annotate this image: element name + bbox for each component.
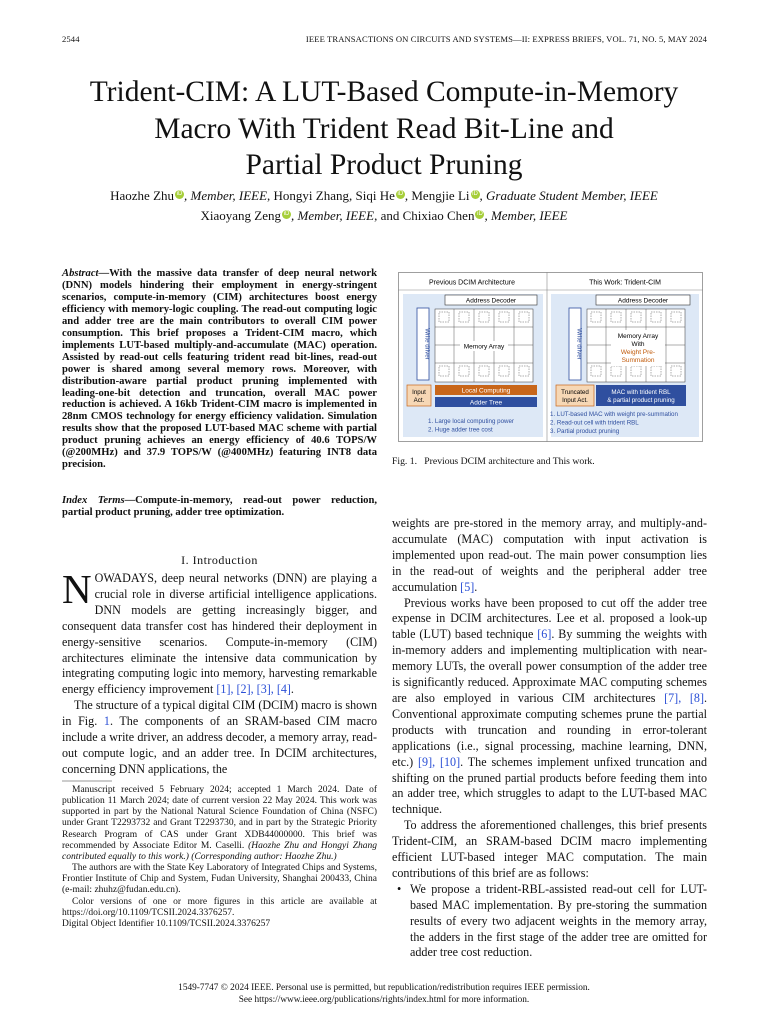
footnote: Digital Object Identifier 10.1109/TCSII.2024.3376257 <box>62 918 271 929</box>
citation-link[interactable]: [9], [10] <box>418 754 461 769</box>
paragraph-text: . The schemes implement unfixed truncation and shifting on the pruned partial products before feeding them into an adder tree, which struggles to adapt to the LUT-based MAC technique. <box>392 754 707 817</box>
journal-header: IEEE TRANSACTIONS ON CIRCUITS AND SYSTEMS—II: EXPRESS BRIEFS, VOL. 71, NO. 5, MAY 2024 <box>305 34 707 44</box>
footnote-text: Manuscript received 5 February 2024; accepted 1 March 2024. Date of publication 11 March 2024; date of current version 22 May 2024. This work was supported in part by the National Natural Science Foundation of China (NSFC) under Grant T2293732 and Grant T2293730, and in part by the Strategic Priority Research Program of CAS under Grant XDB44000000. This brief was recommended by Associate Editor M. Caselli. <box>62 785 377 851</box>
index-terms-text: —Compute-in-memory, read-out power reduction, partial product pruning, adder tree optimization. <box>62 495 377 518</box>
section-heading: I. Introduction <box>181 553 258 567</box>
author-role: , Member, IEEE <box>484 208 568 223</box>
figure-1 <box>398 272 703 442</box>
copyright-footer <box>60 983 708 1006</box>
copyright-line: 1549-7747 © 2024 IEEE. Personal use is permitted, but republication/redistribution requires IEEE permission. <box>178 983 590 993</box>
orcid-icon[interactable]: iD <box>397 190 404 197</box>
truncated-input-label: Input Act. <box>562 397 588 404</box>
abstract-label: Abstract <box>62 268 99 279</box>
mac-trident-label: MAC with trident RBL <box>611 389 671 396</box>
weight-presummation-label: Summation <box>621 357 655 364</box>
left-note: 2. Huge adder tree cost <box>428 426 493 434</box>
page-number: 2544 <box>62 34 80 44</box>
abstract <box>62 268 377 471</box>
author-name: , and Chixiao Chen <box>374 208 475 223</box>
index-terms <box>62 495 377 519</box>
paragraph-text: deep neural networks (DNN) are playing a crucial role in diverse artificial intelligence applications. DNN models are getting increasingly bigger, and consequent data transfer cost has hindered their deployment in energy-sensitive scenarios. Compute-in-memory (CIM) architectures eliminate the intensive data communication by integrating computing logic into memory, harvesting remarkable energy efficiency improvement <box>62 571 377 697</box>
contribution-list <box>392 882 707 962</box>
orcid-icon[interactable]: iD <box>472 190 478 197</box>
author-list <box>48 186 720 226</box>
address-decoder-label: Address Decoder <box>465 297 517 305</box>
index-terms-label: Index Terms <box>62 495 125 506</box>
author-role: , Member, IEEE <box>291 208 375 223</box>
paragraph <box>392 596 707 819</box>
orcid-icon[interactable]: iD <box>477 210 483 217</box>
citation-link[interactable]: [6] <box>537 627 552 642</box>
copyright-line: See https://www.ieee.org/publications/rights/index.html for more information. <box>238 994 530 1005</box>
write-driver-label: Write driver <box>575 328 583 360</box>
weight-presummation-label: Weight Pre- <box>620 349 656 356</box>
memory-array-label: Memory Array <box>463 343 505 351</box>
drop-cap: N <box>62 566 92 612</box>
paragraph: weights are pre-stored in the memory array, and multiply-and-accumulate (MAC) computation with input activation is implemented upon read-out. The main power consumption lies in the read-out of weights and the peripheral adder tree accumulation [5]. <box>392 516 707 594</box>
author-name: Haozhe Zhu <box>110 188 175 203</box>
introduction-text <box>62 566 377 778</box>
mac-trident-label: & partial product pruning <box>607 397 675 404</box>
local-computing-label: Local Computing <box>461 387 511 395</box>
title-line: Macro With Trident Read Bit-Line and <box>154 112 614 145</box>
abstract-text: —With the massive data transfer of deep neural network (DNN) models hindering their employment in energy-stringent scenarios, compute-in-memory (CIM) architectures boost energy efficiency with memory-logic coupling. The read-out computing logic and adder tree are the main contributors to overall CIM power consumption. This brief proposes a Trident-CIM macro, which implements LUT-based multiply-and-accumulate (MAC) operation. Assisted by read-out cells featuring trident read bit-lines, read-out power is shared among several memory rows. Moreover, with distribution-aware partial product pruning implemented with leading-one-bit detection and truncation, overall MAC power reduction is achieved. A 16kb Trident-CIM macro is implemented in 28nm CMOS technology for energy efficiency validation. Simulation results show that the proposed LUT-based MAC scheme with partial product pruning achieves an energy efficiency of 40.6 TOPS/W (@200MHz) and 37.9 TOPS/W (@400MHz) featuring INT8 data precision. <box>62 268 377 471</box>
footnotes <box>62 785 377 930</box>
paragraph: NOWADAYS, deep neural networks (DNN) are playing a crucial role in diverse artificial intelligence applications. DNN models are getting increasingly bigger, and consequent data transfer cost has hindered their deployment in energy-sensitive scenarios. Compute-in-memory (CIM) architectures eliminate the intensive data communication by integrating computing logic into memory, harvesting remarkable energy efficiency improvement [1], [2], [3], [4]. <box>62 566 377 697</box>
citation-link[interactable]: [7], [8] <box>664 690 704 705</box>
paragraph-text: . The components of an SRAM-based CIM macro include a write driver, an address decoder, a memory array, read-out compute logic, and an adder tree. In DCIM architectures, concerning DNN applications, the <box>62 714 377 776</box>
footnote: The authors are with the State Key Laboratory of Integrated Chips and Systems, Frontier Institute of Chip and System, Fudan University, Shanghai 200433, China (e-mail: zhuhz@fudan.edu.cn). <box>62 863 377 896</box>
paragraph-text: weights are pre-stored in the memory array, and multiply-and-accumulate (MAC) computation with input activation is implemented upon read-out. The main power consumption lies in the read-out of weights and the peripheral adder tree accumulation <box>392 516 707 594</box>
right-note: 1. LUT-based MAC with weight pre-summation <box>550 411 678 418</box>
orcid-icon[interactable]: iD <box>176 190 183 197</box>
left-note: 1. Large local computing power <box>428 418 514 425</box>
author-name: Xiaoyang Zeng <box>200 208 282 223</box>
truncated-input-label: Truncated <box>561 389 589 396</box>
author-name: , Mengjie Li <box>404 188 470 203</box>
title-line: Partial Product Pruning <box>245 149 523 181</box>
paper-title <box>40 74 728 184</box>
figure-link[interactable]: 1 <box>103 714 110 729</box>
right-panel-title: This Work: Trident-CIM <box>589 279 661 287</box>
right-column-text <box>392 516 707 961</box>
write-driver-label: Write driver <box>423 328 431 360</box>
input-activation-label: Act. <box>413 397 425 404</box>
lead-word: OWADAYS, <box>94 571 157 585</box>
paragraph: To address the aforementioned challenges, this brief presents Trident-CIM, an SRAM-based DCIM macro implementing efficient LUT-based integer MAC computation. The main contributions of this brief are as follows: <box>392 818 707 880</box>
figure-caption: Fig. 1. Previous DCIM architecture and This work. <box>392 456 595 467</box>
footnote: Color versions of one or more figures in this article are available at https://doi.org/10.1109/TCSII.2024.3376257. <box>62 896 377 918</box>
list-item: • We propose a trident-RBL-assisted read-out cell for LUT-based MAC implementation. By pre-storing the summation results of every two adjacent weights in the memory array, the adders in the first stage of the adder tree are omitted for adder tree cost reduction. <box>410 882 707 962</box>
left-panel-title: Previous DCIM Architecture <box>429 279 515 287</box>
author-role: , Graduate Student Member, IEEE <box>479 188 658 203</box>
paragraph-text: . Conventional approximate computing schemes prune the partial products with truncation and rounding in error-tolerant applications (i.e., signal processing, machine learning, DNN, etc.) <box>392 690 707 769</box>
memory-array-label: Memory Array <box>617 333 659 340</box>
title-line: Trident-CIM: A LUT-Based Compute-in-Memory <box>89 76 679 108</box>
paragraph-text: . By summing the weights with in-memory adders and implementing multiplication with near-memory LUTs, the overall power consumption of the adder tree is significantly reduced. Approximate MAC computing schemes are also employed in various CIM architectures <box>392 627 707 705</box>
right-note: 2. Read-out cell with trident RBL <box>550 419 639 427</box>
memory-array-label: With <box>631 341 645 348</box>
author-name: , Hongyi Zhang, Siqi He <box>267 188 395 203</box>
citation-link[interactable]: [1], [2], [3], [4] <box>216 682 291 697</box>
paragraph-text: Previous works have been proposed to cut off the adder tree expense in DCIM architectures. Lee et al. proposed a look-up table (LUT) based technique <box>392 595 707 642</box>
citation-link[interactable]: [5] <box>460 579 475 594</box>
footnote <box>62 785 377 863</box>
right-note: 3. Partial product pruning <box>550 428 620 435</box>
author-role: , Member, IEEE <box>184 188 268 203</box>
input-activation-label: Input <box>412 389 426 396</box>
address-decoder-label: Address Decoder <box>617 297 669 305</box>
footnote-italic: (Haozhe Zhu and Hongyi Zhang contributed equally to this work.) (Corresponding author: Haozhe Zhu.) <box>62 840 377 862</box>
orcid-icon[interactable]: iD <box>283 210 290 217</box>
paragraph <box>62 698 377 778</box>
paragraph-text: The structure of a typical digital CIM (DCIM) macro is shown in Fig. <box>62 698 377 729</box>
adder-tree-label: Adder Tree <box>469 399 503 407</box>
footnote-divider <box>62 780 377 782</box>
